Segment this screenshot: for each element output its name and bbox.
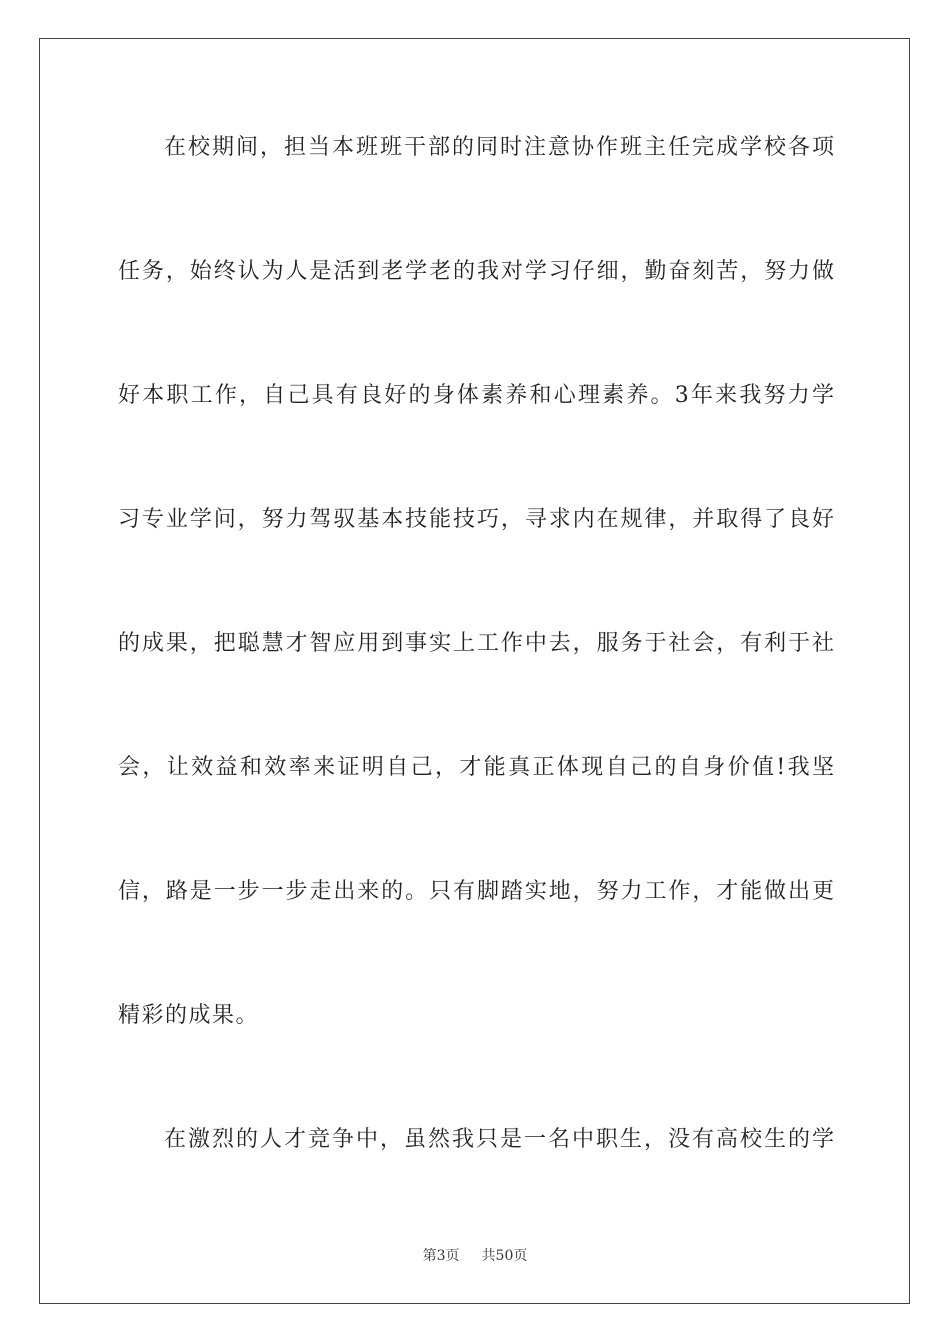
paragraph-line: 精彩的成果。 <box>118 1003 260 1028</box>
paragraph-line: 在校期间，担当本班班干部的同时注意协作班主任完成学校各项 <box>164 135 834 160</box>
paragraph-line: 任务，始终认为人是活到老学老的我对学习仔细，勤奋刻苦，努力做 <box>118 259 834 284</box>
paragraph-line: 会，让效益和效率来证明自己，才能真正体现自己的自身价值!我坚 <box>118 755 834 780</box>
paragraph-line: 在激烈的人才竞争中，虽然我只是一名中职生，没有高校生的学 <box>164 1127 834 1152</box>
page-footer <box>0 1245 950 1265</box>
page-total: 共50页 <box>481 1248 528 1264</box>
paragraph-line: 习专业学问，努力驾驭基本技能技巧，寻求内在规律，并取得了良好 <box>118 507 834 532</box>
paragraph-line: 信，路是一步一步走出来的。只有脚踏实地，努力工作，才能做出更 <box>118 879 834 904</box>
page-number: 第3页 <box>422 1248 460 1264</box>
page-frame <box>39 38 910 1304</box>
paragraph-line: 的成果，把聪慧才智应用到事实上工作中去，服务于社会，有利于社 <box>118 631 834 656</box>
paragraph-line: 好本职工作，自己具有良好的身体素养和心理素养。3年来我努力学 <box>118 383 834 408</box>
